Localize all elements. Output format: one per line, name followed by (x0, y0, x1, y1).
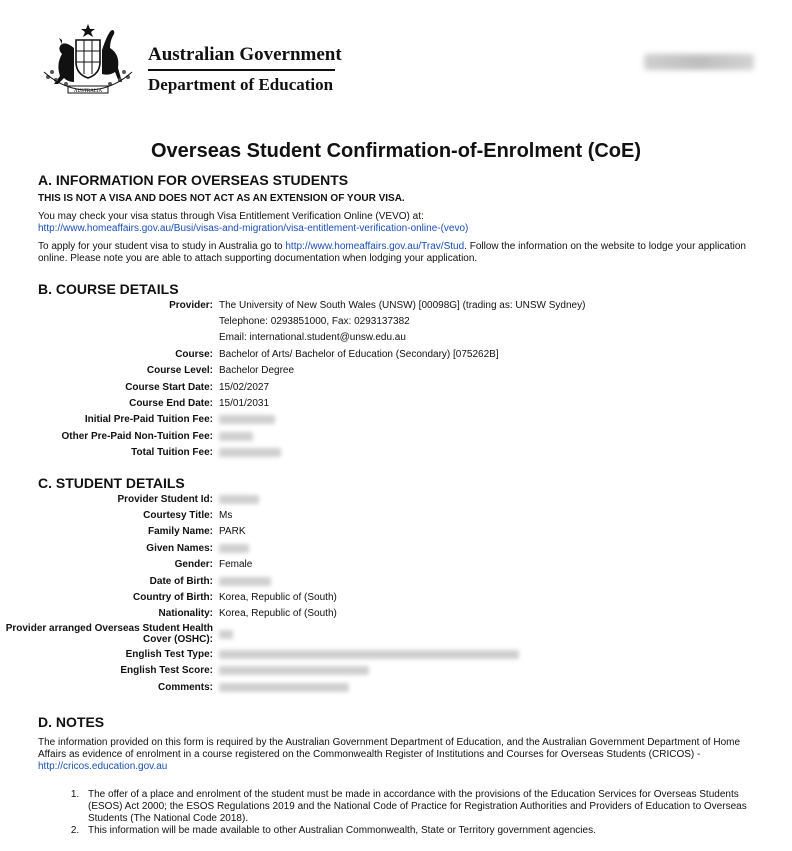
dob-label: Date of Birth: (149, 575, 213, 587)
notes-list (38, 789, 754, 837)
family-name-value: PARK (219, 526, 246, 538)
course-value: Bachelor of Arts/ Bachelor of Education (Secondary) [075262B] (219, 348, 499, 360)
nationality-row (0, 606, 792, 622)
course-row (0, 346, 792, 362)
apply-paragraph (38, 241, 754, 265)
nationality-value: Korea, Republic of (South) (219, 608, 337, 620)
provider-email: Email: international.student@unsw.edu.au (219, 332, 406, 344)
end-date-label: Course End Date: (129, 398, 213, 410)
redacted-value (219, 448, 281, 457)
redacted-value (219, 544, 249, 553)
end-date-row (0, 395, 792, 411)
provider-telephone: Telephone: 0293851000, Fax: 0293137382 (219, 316, 410, 328)
redacted-value (219, 415, 275, 424)
course-level-value: Bachelor Degree (219, 365, 295, 377)
notes-intro (38, 737, 754, 773)
svg-text:AUSTRALIA: AUSTRALIA (73, 89, 103, 94)
family-name-label: Family Name: (147, 526, 213, 538)
section-a-heading: A. INFORMATION FOR OVERSEAS STUDENTS (38, 172, 349, 188)
country-of-birth-label: Country of Birth: (133, 592, 213, 604)
page-title: Overseas Student Confirmation-of-Enrolment (CoE) (150, 140, 642, 162)
total-fee-label: Total Tuition Fee: (131, 447, 213, 459)
total-fee-row (0, 445, 792, 461)
start-date-value: 15/02/2027 (219, 381, 270, 393)
coat-of-arms-icon (38, 22, 138, 98)
country-of-birth-row (0, 589, 792, 605)
email-row (0, 330, 792, 346)
list-item: 1. The offer of a place and enrolment of the student must be made in accordance with the provisions of the Education Services for Overseas Students (ESOS) Act 2000; the ESOS Regulations 2019 and the National Code of Practice for Registration Authorities and Providers of Education to Overseas Students (The National Code 2018). (82, 789, 754, 825)
section-c-heading: C. STUDENT DETAILS (38, 475, 185, 491)
student-id-row (0, 491, 792, 507)
apply-text-1: To apply for your student visa to study in Australia go to (38, 241, 286, 252)
courtesy-title-label: Courtesy Title: (143, 510, 213, 522)
other-fee-label: Other Pre-Paid Non-Tuition Fee: (61, 430, 213, 442)
gender-row (0, 557, 792, 573)
apply-text-2: . Follow the information on the website to lodge your application online. Please note you are able to attach supporting documentation when lodging your application. (38, 241, 746, 264)
oshc-row (0, 622, 792, 646)
given-names-row (0, 540, 792, 556)
section-d (38, 713, 754, 837)
provider-value: The University of New South Wales (UNSW) [00098G] (trading as: UNSW Sydney) (219, 299, 586, 311)
nationality-label: Nationality: (158, 608, 213, 620)
courtesy-title-row (0, 507, 792, 523)
redacted-value (219, 683, 349, 692)
section-a (38, 171, 754, 265)
redacted-value (219, 577, 271, 586)
english-test-score-row (0, 663, 792, 679)
section-c (38, 474, 754, 492)
provider-row (0, 297, 792, 313)
redacted-reference-id (644, 54, 754, 70)
course-label: Course: (175, 348, 213, 360)
visa-warning: THIS IS NOT A VISA AND DOES NOT ACT AS AN EXTENSION OF YOUR VISA. (38, 193, 405, 204)
cricos-link[interactable]: http://cricos.education.gov.au (38, 761, 168, 772)
redacted-value (219, 495, 259, 504)
start-date-row (0, 379, 792, 395)
initial-fee-label: Initial Pre-Paid Tuition Fee: (84, 414, 213, 426)
initial-fee-row (0, 412, 792, 428)
vevo-link[interactable]: http://www.homeaffairs.gov.au/Busi/visas-and-migration/visa-entitlement-verification-online-(vevo) (38, 223, 469, 234)
gender-label: Gender: (174, 559, 213, 571)
section-d-heading: D. NOTES (38, 714, 105, 730)
vevo-text: You may check your visa status through Visa Entitlement Verification Online (VEVO) at: (38, 211, 424, 222)
section-b (38, 280, 754, 298)
redacted-value (219, 630, 233, 639)
family-name-row (0, 524, 792, 540)
start-date-label: Course Start Date: (125, 381, 213, 393)
redacted-value (219, 432, 253, 441)
telephone-row (0, 313, 792, 329)
course-level-label: Course Level: (146, 365, 213, 377)
student-id-label: Provider Student Id: (117, 493, 213, 505)
dob-row (0, 573, 792, 589)
government-name: Australian Government (148, 44, 342, 65)
redacted-value (219, 650, 519, 659)
notes-intro-text: The information provided on this form is required by the Australian Government Department of Education, and the Australian Government Department of Home Affairs as evidence of enrolment in a course registered on the Commonwealth Register of Institutions and Courses for Overseas Students (CRICOS) - (38, 737, 741, 760)
gender-value: Female (219, 559, 253, 571)
student-visa-link[interactable]: http://www.homeaffairs.gov.au/Trav/Stud (285, 241, 465, 252)
list-item: 2. This information will be made available to other Australian Commonwealth, State or Territory government agencies. (82, 825, 754, 837)
course-level-row (0, 363, 792, 379)
end-date-value: 15/01/2031 (219, 398, 270, 410)
header-rule (148, 69, 335, 71)
english-test-type-label: English Test Type: (125, 648, 213, 660)
given-names-label: Given Names: (146, 542, 213, 554)
provider-label: Provider: (169, 299, 213, 311)
redacted-value (219, 666, 369, 675)
english-test-type-row (0, 646, 792, 662)
comments-label: Comments: (157, 681, 213, 693)
department-name: Department of Education (148, 74, 334, 94)
courtesy-title-value: Ms (219, 510, 233, 522)
oshc-label: Provider arranged Overseas Student Health Cover (OSHC): (5, 623, 213, 646)
section-b-heading: B. COURSE DETAILS (38, 281, 179, 297)
english-test-score-label: English Test Score: (120, 665, 213, 677)
comments-row (0, 679, 792, 695)
other-fee-row (0, 428, 792, 444)
country-of-birth-value: Korea, Republic of (South) (219, 592, 337, 604)
